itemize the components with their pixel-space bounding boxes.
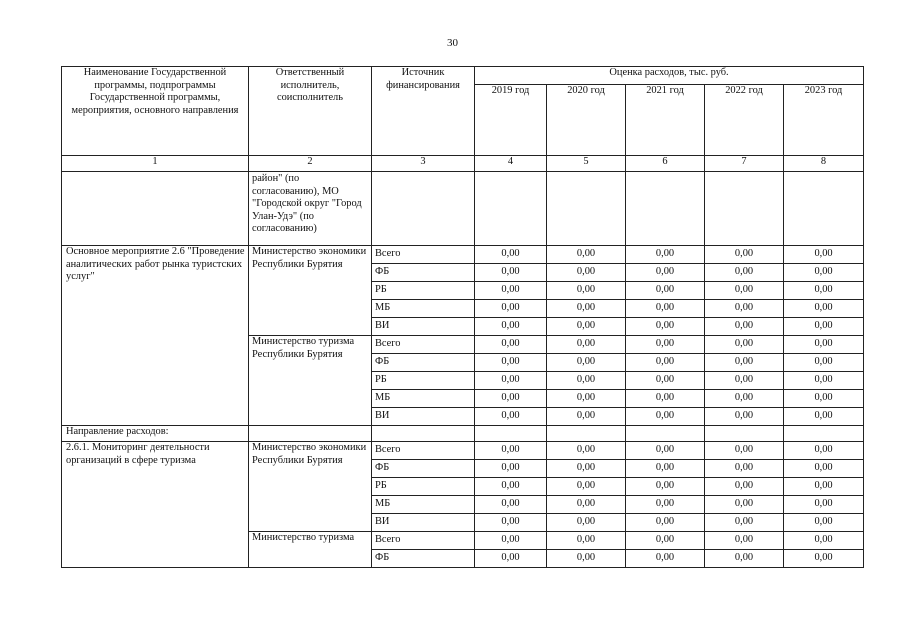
column-number: 8 — [784, 156, 864, 172]
value-cell: 0,00 — [475, 478, 547, 496]
executor-cell: Министерство экономики Республики Бурятия — [249, 246, 372, 336]
value-cell: 0,00 — [547, 442, 626, 460]
column-number: 4 — [475, 156, 547, 172]
value-cell: 0,00 — [547, 532, 626, 550]
header-year-cell: 2023 год — [784, 85, 864, 156]
value-cell: 0,00 — [475, 354, 547, 372]
value-cell: 0,00 — [626, 372, 705, 390]
value-cell: 0,00 — [705, 264, 784, 282]
item-name-cell: 2.6.1. Мониторинг деятельности организаций в сфере туризма — [62, 442, 249, 568]
value-cell: 0,00 — [475, 442, 547, 460]
column-number: 6 — [626, 156, 705, 172]
value-cell: 0,00 — [626, 246, 705, 264]
value-cell: 0,00 — [626, 460, 705, 478]
funding-source-cell: МБ — [372, 496, 475, 514]
value-cell: 0,00 — [626, 478, 705, 496]
value-cell: 0,00 — [626, 496, 705, 514]
direction-label: Направление расходов: — [62, 426, 249, 442]
value-cell: 0,00 — [784, 408, 864, 426]
value-cell: 0,00 — [547, 390, 626, 408]
value-cell: 0,00 — [547, 336, 626, 354]
continuation-executor-cell: район" (по согласованию), МО "Городской округ "Город Улан-Удэ" (по согласованию) — [249, 172, 372, 246]
value-cell: 0,00 — [547, 478, 626, 496]
value-cell: 0,00 — [705, 460, 784, 478]
empty-cell — [547, 426, 626, 442]
value-cell: 0,00 — [784, 442, 864, 460]
value-cell: 0,00 — [626, 300, 705, 318]
funding-source-cell: ВИ — [372, 514, 475, 532]
funding-source-cell: Всего — [372, 532, 475, 550]
value-cell: 0,00 — [547, 372, 626, 390]
value-cell: 0,00 — [705, 532, 784, 550]
value-cell: 0,00 — [784, 318, 864, 336]
empty-cell — [547, 172, 626, 246]
value-cell: 0,00 — [475, 460, 547, 478]
value-cell: 0,00 — [705, 318, 784, 336]
value-cell: 0,00 — [475, 514, 547, 532]
value-cell: 0,00 — [475, 300, 547, 318]
value-cell: 0,00 — [784, 460, 864, 478]
value-cell: 0,00 — [475, 372, 547, 390]
header-year-cell: 2021 год — [626, 85, 705, 156]
empty-cell — [784, 172, 864, 246]
funding-source-cell: РБ — [372, 478, 475, 496]
funding-source-cell: ФБ — [372, 354, 475, 372]
value-cell: 0,00 — [784, 354, 864, 372]
value-cell: 0,00 — [784, 390, 864, 408]
value-cell: 0,00 — [626, 390, 705, 408]
value-cell: 0,00 — [705, 372, 784, 390]
header-year-cell: 2020 год — [547, 85, 626, 156]
value-cell: 0,00 — [475, 496, 547, 514]
empty-cell — [784, 426, 864, 442]
direction-row — [62, 426, 864, 442]
value-cell: 0,00 — [705, 478, 784, 496]
continuation-row — [62, 172, 864, 246]
value-cell: 0,00 — [705, 408, 784, 426]
value-cell: 0,00 — [626, 336, 705, 354]
funding-source-cell: МБ — [372, 390, 475, 408]
value-cell: 0,00 — [705, 390, 784, 408]
value-cell: 0,00 — [784, 496, 864, 514]
value-cell: 0,00 — [547, 354, 626, 372]
value-cell: 0,00 — [547, 460, 626, 478]
value-cell: 0,00 — [547, 282, 626, 300]
value-cell: 0,00 — [475, 532, 547, 550]
value-cell: 0,00 — [547, 408, 626, 426]
value-cell: 0,00 — [626, 514, 705, 532]
header-name-cell: Наименование Государственной программы, подпрограммы Государственной программы, мероприятия, основного направления — [62, 67, 249, 156]
value-cell: 0,00 — [626, 318, 705, 336]
value-cell: 0,00 — [784, 264, 864, 282]
header-year-cell: 2019 год — [475, 85, 547, 156]
value-cell: 0,00 — [705, 336, 784, 354]
executor-cell: Министерство туризма — [249, 532, 372, 568]
value-cell: 0,00 — [547, 496, 626, 514]
page-number: 30 — [447, 37, 458, 49]
value-cell: 0,00 — [784, 532, 864, 550]
value-cell: 0,00 — [626, 550, 705, 568]
continuation-name-cell — [62, 172, 249, 246]
value-cell: 0,00 — [705, 442, 784, 460]
header-executor-cell: Ответственный исполнитель, соисполнитель — [249, 67, 372, 156]
empty-cell — [705, 426, 784, 442]
funding-row — [62, 246, 864, 264]
executor-cell: Министерство экономики Республики Бурятия — [249, 442, 372, 532]
column-number: 3 — [372, 156, 475, 172]
value-cell: 0,00 — [784, 550, 864, 568]
value-cell: 0,00 — [705, 496, 784, 514]
funding-row — [62, 442, 864, 460]
funding-source-cell: РБ — [372, 282, 475, 300]
value-cell: 0,00 — [626, 532, 705, 550]
funding-source-cell: РБ — [372, 372, 475, 390]
value-cell: 0,00 — [784, 336, 864, 354]
header-estimate-cell: Оценка расходов, тыс. руб. — [475, 67, 864, 85]
value-cell: 0,00 — [784, 282, 864, 300]
value-cell: 0,00 — [626, 264, 705, 282]
value-cell: 0,00 — [547, 300, 626, 318]
value-cell: 0,00 — [705, 550, 784, 568]
funding-source-cell: ВИ — [372, 408, 475, 426]
value-cell: 0,00 — [475, 246, 547, 264]
value-cell: 0,00 — [475, 264, 547, 282]
funding-source-cell: ФБ — [372, 264, 475, 282]
empty-cell — [475, 426, 547, 442]
column-number: 2 — [249, 156, 372, 172]
funding-source-cell: МБ — [372, 300, 475, 318]
budget-table — [61, 66, 864, 568]
value-cell: 0,00 — [475, 282, 547, 300]
value-cell: 0,00 — [626, 354, 705, 372]
value-cell: 0,00 — [784, 372, 864, 390]
empty-cell — [249, 426, 372, 442]
funding-source-cell: Всего — [372, 442, 475, 460]
value-cell: 0,00 — [475, 390, 547, 408]
funding-source-cell: ФБ — [372, 460, 475, 478]
empty-cell — [475, 172, 547, 246]
empty-cell — [626, 172, 705, 246]
empty-cell — [372, 426, 475, 442]
value-cell: 0,00 — [705, 354, 784, 372]
column-number-row — [62, 156, 864, 172]
funding-source-cell: Всего — [372, 336, 475, 354]
value-cell: 0,00 — [784, 478, 864, 496]
empty-cell — [705, 172, 784, 246]
value-cell: 0,00 — [705, 246, 784, 264]
value-cell: 0,00 — [705, 282, 784, 300]
value-cell: 0,00 — [547, 264, 626, 282]
value-cell: 0,00 — [705, 514, 784, 532]
value-cell: 0,00 — [547, 246, 626, 264]
value-cell: 0,00 — [784, 246, 864, 264]
value-cell: 0,00 — [626, 282, 705, 300]
funding-source-cell: ВИ — [372, 318, 475, 336]
column-number: 1 — [62, 156, 249, 172]
header-source-cell: Источник финансирования — [372, 67, 475, 156]
executor-cell: Министерство туризма Республики Бурятия — [249, 336, 372, 426]
column-number: 7 — [705, 156, 784, 172]
value-cell: 0,00 — [547, 318, 626, 336]
empty-cell — [372, 172, 475, 246]
value-cell: 0,00 — [705, 300, 784, 318]
header-year-cell: 2022 год — [705, 85, 784, 156]
funding-source-cell: ФБ — [372, 550, 475, 568]
value-cell: 0,00 — [475, 336, 547, 354]
value-cell: 0,00 — [547, 550, 626, 568]
value-cell: 0,00 — [626, 442, 705, 460]
value-cell: 0,00 — [475, 318, 547, 336]
empty-cell — [626, 426, 705, 442]
value-cell: 0,00 — [784, 514, 864, 532]
value-cell: 0,00 — [547, 514, 626, 532]
value-cell: 0,00 — [784, 300, 864, 318]
value-cell: 0,00 — [475, 550, 547, 568]
column-number: 5 — [547, 156, 626, 172]
funding-source-cell: Всего — [372, 246, 475, 264]
value-cell: 0,00 — [626, 408, 705, 426]
value-cell: 0,00 — [475, 408, 547, 426]
measure-name-cell: Основное мероприятие 2.6 "Проведение аналитических работ рынка туристских услуг" — [62, 246, 249, 426]
